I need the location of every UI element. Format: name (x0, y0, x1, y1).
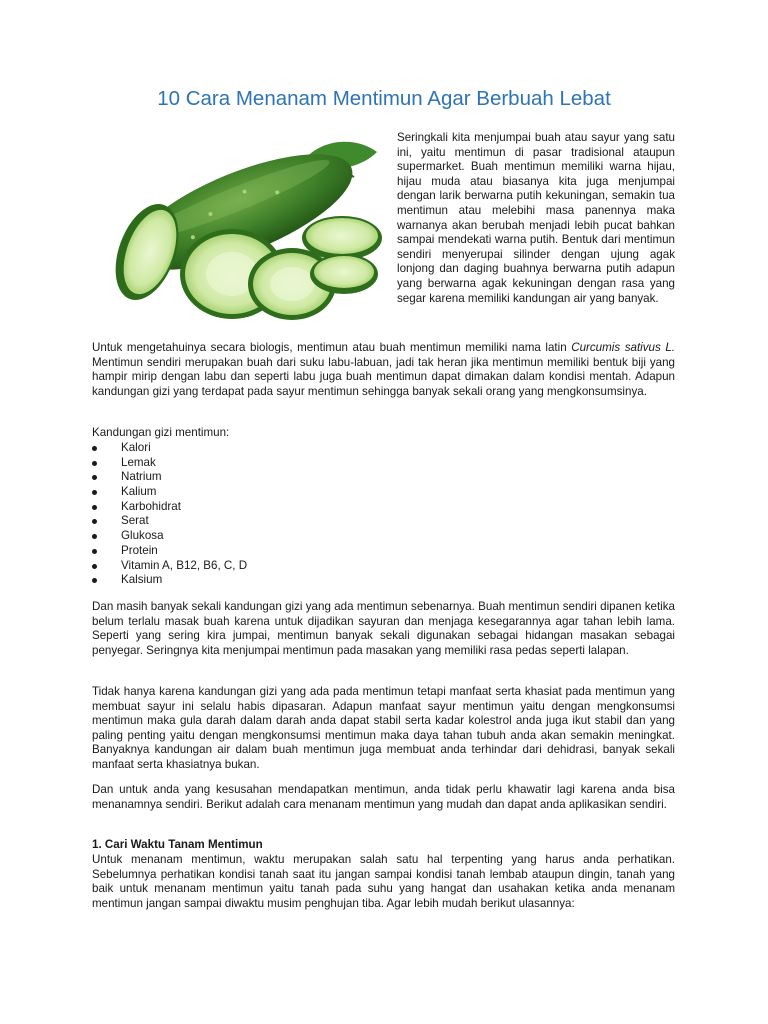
list-item: Glukosa (92, 529, 247, 544)
bullet-icon (92, 505, 97, 510)
cucumber-slice-shape (310, 254, 378, 294)
bullet-icon (92, 564, 97, 569)
harvest-paragraph: Dan masih banyak sekali kandungan gizi yang ada mentimun sebenarnya. Buah mentimun sendiri dipanen ketika belum terlalu masak buah karena untuk dijadikan sayuran dan menjaga kesegarannya agar tahan lebih lama. Seperti yang sering kira jumpai, mentimun banyak sekali digunakan sebagai hidangan masakan sebagai penyegar. Seringnya kita menjumpai mentimun pada masakan yang memiliki rasa pedas seperti lalapan. (92, 600, 675, 657)
list-item: Kalsium (92, 573, 247, 588)
bullet-icon (92, 475, 97, 480)
bullet-icon (92, 490, 97, 495)
bullet-icon (92, 578, 97, 583)
intro-paragraph: Seringkali kita menjumpai buah atau sayur yang satu ini, yaitu mentimun di pasar tradisional ataupun supermarket. Buah mentimun memiliki warna hijau, hijau muda atau biasanya kita juga menjumpai dengan larik berwarna putih kekuningan, semakin tua mentimun atau melebihi masa panennya maka warnanya akan berubah menjadi lebih pucat bahkan sampai mendekati warna putih. Bentuk dari mentimun sendiri menyerupai silinder dengan ujung agak lonjong dan daging buahnya berwarna putih adapun yang berwarna agak kekuningan dengan rasa yang segar karena memiliki kandungan air yang banyak. (397, 131, 675, 305)
paragraph-text: Mentimun sendiri merupakan buah dari suku labu-labuan, jadi tak heran jika mentimun memiliki bentuk biji yang hampir mirip dengan labu dan seperti labu juga buah mentimun dapat dimakan dalam kondisi mentah. Adapun kandungan gizi yang terdapat pada sayur mentimun sehingga banyak sekali orang yang mengkonsumsinya. (92, 355, 675, 398)
bullet-icon (92, 461, 97, 466)
list-item: Vitamin A, B12, B6, C, D (92, 559, 247, 574)
latin-name: Curcumis sativus L. (571, 341, 676, 354)
paragraph-text: Untuk mengetahuinya secara biologis, mentimun atau buah mentimun memiliki nama latin (92, 341, 572, 354)
cucumber-illustration (92, 132, 382, 322)
bullet-icon (92, 446, 97, 451)
bullet-icon (92, 519, 97, 524)
list-item: Karbohidrat (92, 500, 247, 515)
nutrition-label: Kandungan gizi mentimun: (92, 426, 230, 439)
planting-time-paragraph: Untuk menanam mentimun, waktu merupakan salah satu hal terpenting yang harus anda perhatikan. Sebelumnya perhatikan kondisi tanah saat itu jangan sampai kondisi tanah lembab ataupun dingin, tanah yang baik untuk menanam mentimun yaitu tanah pada suhu yang hangat dan usahakan ketika anda menanam mentimun jangan sampai diwaktu musim penghujan tiba. Agar lebih mudah berikut ulasannya: (92, 853, 675, 910)
bullet-icon (92, 549, 97, 554)
planting-intro-paragraph: Dan untuk anda yang kesusahan mendapatkan mentimun, anda tidak perlu khawatir lagi karena anda bisa menanamnya sendiri. Berikut adalah cara menanam mentimun yang mudah dan dapat anda aplikasikan sendiri. (92, 783, 675, 811)
section-heading: 1. Cari Waktu Tanam Mentimun (92, 838, 263, 851)
list-item: Protein (92, 544, 247, 559)
cucumber-slice-shape (302, 216, 382, 260)
nutrition-list (92, 441, 247, 588)
list-item: Serat (92, 514, 247, 529)
list-item: Kalori (92, 441, 247, 456)
list-item: Lemak (92, 456, 247, 471)
list-item: Kalium (92, 485, 247, 500)
bullet-icon (92, 534, 97, 539)
page-title: 10 Cara Menanam Mentimun Agar Berbuah Lebat (157, 87, 611, 110)
list-item: Natrium (92, 470, 247, 485)
benefits-paragraph: Tidak hanya karena kandungan gizi yang ada pada mentimun tetapi manfaat serta khasiat pada mentimun yang membuat sayur ini selalu habis dipasaran. Adapun manfaat sayur mentimun yaitu dengan mengkonsumsi mentimun maka gula darah dalam darah anda dapat stabil serta kadar kolestrol anda juga ikut stabil dan yang paling penting yaitu dengan mengkonsumsi mentimun maka daya tahan tubuh anda akan semakin meningkat. Banyaknya kandungan air dalam buah mentimun juga membuat anda terhindar dari dehidrasi, banyak sekali manfaat serta khasiatnya bukan. (92, 685, 675, 771)
biology-paragraph (92, 341, 675, 399)
